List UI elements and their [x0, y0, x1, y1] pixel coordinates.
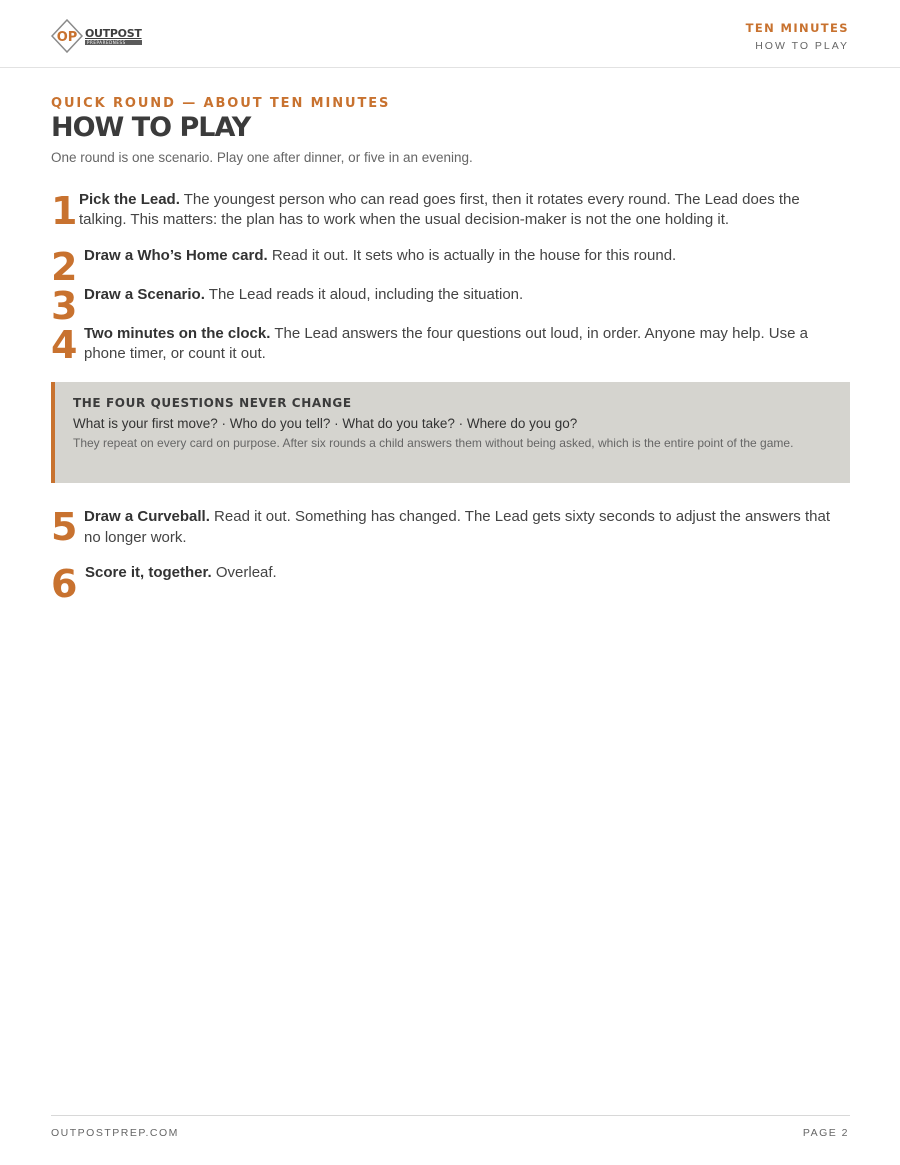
step-5 — [51, 506, 850, 552]
footer-site: OUTPOSTPREP.COM — [51, 1127, 179, 1139]
step-3 — [51, 284, 850, 328]
outpost-logo — [51, 19, 142, 53]
section-kicker: QUICK ROUND — ABOUT TEN MINUTES — [51, 96, 391, 111]
page-title: HOW TO PLAY — [51, 112, 251, 143]
step-6 — [51, 562, 850, 606]
step-1 — [51, 190, 850, 240]
step-text — [84, 285, 850, 305]
logo-word: OUTPOST — [85, 26, 142, 40]
step-lead: Score it, together. — [85, 564, 212, 581]
step-text — [85, 563, 850, 583]
page-header — [0, 0, 900, 68]
step-body: Overleaf. — [211, 564, 277, 581]
step-text — [84, 324, 850, 364]
logo-diamond-icon — [51, 19, 83, 53]
step-number: 6 — [51, 562, 76, 606]
intro-text: One round is one scenario. Play one after dinner, or five in an evening. — [51, 150, 473, 165]
step-2 — [51, 245, 850, 289]
footer-page-number: PAGE 2 — [802, 1127, 849, 1139]
step-lead: Draw a Scenario. — [84, 286, 205, 303]
step-body: The Lead reads it aloud, including the situation. — [204, 286, 524, 303]
step-text — [84, 246, 850, 266]
step-4 — [51, 324, 850, 370]
step-lead: Pick the Lead. — [79, 191, 180, 208]
header-title: TEN MINUTES — [745, 21, 849, 35]
step-body: Read it out. It sets who is actually in the house for this round. — [267, 247, 677, 264]
step-text — [84, 506, 850, 548]
header-subtitle: HOW TO PLAY — [755, 40, 849, 52]
step-number: 1 — [51, 189, 76, 233]
step-number: 2 — [51, 245, 76, 289]
four-questions-callout — [51, 382, 850, 483]
step-body: The Lead answers the four questions out loud, in order. Anyone may help. Use a phone timer, or count it out. — [84, 325, 808, 362]
step-lead: Two minutes on the clock. — [84, 325, 271, 342]
step-lead: Draw a Curveball. — [84, 508, 210, 525]
callout-questions: What is your first move? · Who do you tell? · What do you take? · Where do you go? — [73, 416, 578, 431]
callout-title: THE FOUR QUESTIONS NEVER CHANGE — [73, 396, 352, 410]
footer-divider — [51, 1115, 850, 1116]
step-lead: Draw a Who’s Home card. — [84, 247, 268, 264]
logo-subtext: PREPAREDNESS — [85, 40, 142, 45]
step-number: 4 — [51, 323, 76, 367]
step-body: Read it out. Something has changed. The Lead gets sixty seconds to adjust the answers that no longer work. — [84, 508, 830, 546]
step-text — [79, 190, 850, 230]
logo-letters: OP — [56, 30, 78, 45]
step-number: 5 — [51, 505, 76, 549]
step-number: 3 — [51, 284, 76, 328]
callout-note: They repeat on every card on purpose. After six rounds a child answers them without being asked, which is the entire point of the game. — [73, 436, 794, 450]
step-body: The youngest person who can read goes first, then it rotates every round. The Lead does the talking. This matters: the plan has to work when the usual decision-maker is not the one holding it. — [79, 191, 800, 228]
